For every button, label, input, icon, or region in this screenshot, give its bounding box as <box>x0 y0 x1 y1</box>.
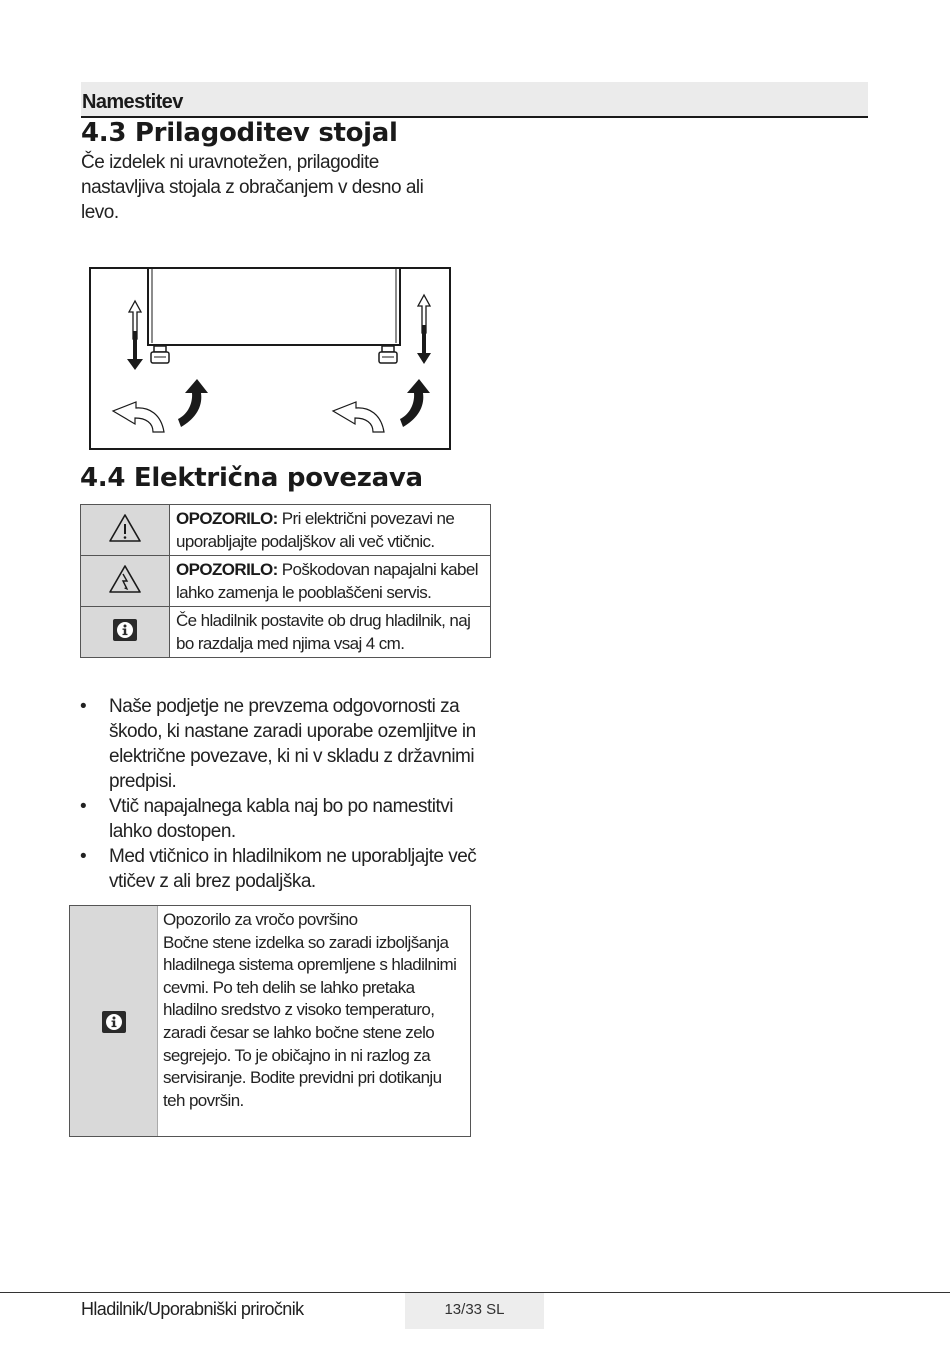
bullet-text: Naše podjetje ne prevzema odgovornosti za škodo, ki nastane zaradi uporabe ozemljitve in električne povezave, ki ni v skladu z državnimi predpisi. <box>109 696 476 792</box>
bullet-text: Vtič napajalnega kabla naj bo po namestitvi lahko dostopen. <box>109 796 453 842</box>
note-body: Pri električni povezavi ne uporabljajte podaljškov ali več vtičnic. <box>176 509 455 551</box>
left-up-down-arrow-icon <box>127 301 143 370</box>
hot-surface-body: Bočne stene izdelka so zaradi izboljšanja hladilnega sistema opremljene s hladilnimi cevmi. Po teh delih se lahko pretaka hladilno sredstvo z visoko temperaturo, zaradi česar se lahko bočne stene zelo segrejejo. To je običajno in ni razlog za servisiranje. Bodite previdni pri dotikanju teh površin. <box>163 932 457 1110</box>
list-item <box>80 694 480 794</box>
note-text <box>170 505 491 556</box>
right-up-down-arrow-icon <box>417 295 431 364</box>
left-foot-icon <box>151 346 169 363</box>
hot-surface-note <box>69 905 471 1137</box>
list-item <box>80 794 480 844</box>
note-icon-cell <box>81 607 170 658</box>
note-text <box>170 556 491 607</box>
hot-surface-text <box>163 909 465 1112</box>
adjust-feet-illustration <box>91 269 449 448</box>
refrigerator-bottom-icon <box>148 269 400 345</box>
right-rotate-arrows-icon <box>333 379 430 432</box>
note-body: Če hladilnik postavite ob drug hladilnik, naj bo razdalja med njima vsaj 4 cm. <box>176 611 471 653</box>
bullet-icon: • <box>80 696 87 717</box>
electric-warning-icon <box>108 564 142 594</box>
note-label: OPOZORILO: <box>176 509 278 528</box>
electrical-bullet-list <box>80 694 480 894</box>
bullet-text: Med vtičnico in hladilnikom ne uporabljajte več vtičev z ali brez podaljška. <box>109 846 477 892</box>
note-body: Poškodovan napajalni kabel lahko zamenja le pooblaščeni servis. <box>176 560 478 602</box>
left-rotate-arrows-icon <box>113 379 208 432</box>
section-header-bar <box>81 82 868 118</box>
hot-surface-title: Opozorilo za vročo površino <box>163 910 358 929</box>
list-item <box>80 844 480 894</box>
bullet-icon: • <box>80 846 87 867</box>
note-icon-cell <box>81 556 170 607</box>
hot-surface-icon-cell <box>70 906 158 1136</box>
footer-document-title: Hladilnik/Uporabniški priročnik <box>81 1299 304 1319</box>
info-icon <box>101 1010 127 1034</box>
section-title: Namestitev <box>82 91 183 113</box>
page-number: 13/33 SL <box>405 1293 544 1329</box>
note-row <box>81 556 491 607</box>
warning-icon <box>108 513 142 543</box>
note-text <box>170 607 491 658</box>
right-foot-icon <box>379 346 397 363</box>
note-row <box>81 607 491 658</box>
adjust-feet-figure <box>89 267 451 450</box>
info-icon <box>112 618 138 642</box>
paragraph-4-3: Če izdelek ni uravnotežen, prilagodite nastavljiva stojala z obračanjem v desno ali levo. <box>81 152 424 223</box>
note-icon-cell <box>81 505 170 556</box>
heading-4-4: 4.4 Električna povezava <box>80 463 423 493</box>
safety-notes-table <box>80 504 491 658</box>
bullet-icon: • <box>80 796 87 817</box>
note-label: OPOZORILO: <box>176 560 278 579</box>
heading-4-3: 4.3 Prilagoditev stojal <box>81 118 398 148</box>
note-row <box>81 505 491 556</box>
